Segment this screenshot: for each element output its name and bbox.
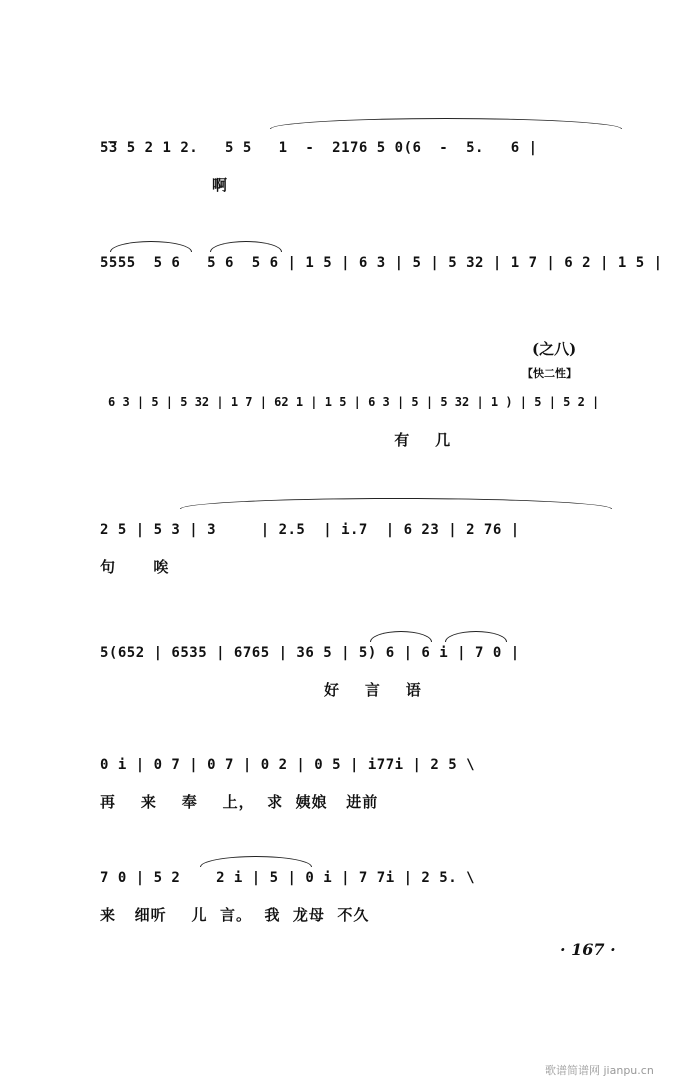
lyric-line: 句 唉 [100,558,170,576]
tempo-mark: 【快二性】 [522,367,577,380]
watermark: 歌谱简谱网 jianpu.cn [545,1064,654,1077]
lyric-line: 好 言 语 [100,681,422,699]
page-number: · 167 · [560,940,616,959]
slur [370,631,432,642]
slur [110,241,192,252]
slur [180,498,612,509]
notation-line: 5(652 | 6535 | 6765 | 36 5 | 5) 6 | 6 i | 7 0 | [100,645,520,661]
notation-line: 0 i | 0 7 | 0 7 | 0 2 | 0 5 | i77i | 2 5 \ [100,757,476,773]
notation-line: 6 3 | 5 | 5 32 | 1 7 | 62 1 | 1 5 | 6 3 | 5 | 5 32 | 1 ) | 5 | 5 2 | [108,395,600,409]
notation-line: 5555 5 6 5 6 5 6 | 1 5 | 6 3 | 5 | 5 32 | 1 7 | 6 2 | 1 5 | [100,255,663,271]
section-heading: (之八) [532,340,577,358]
notation-line: 2 5 | 5 3 | 3 | 2.5 | i.7 | 6 23 | 2 76 | [100,522,520,538]
notation-line: 7 0 | 5 2 2 i | 5 | 0 i | 7 7i | 2 5. \ [100,870,476,886]
notation-line: 5̅3 5 2 1 2. 5 5 1 - 2176 5 0(6 - 5. 6 | [100,140,538,156]
slur [445,631,507,642]
lyric-line: 有 几 [108,431,452,449]
slur [200,856,312,867]
lyric-line: 再 来 奉 上， 求 姨娘 进前 [100,793,379,811]
slur [270,118,622,129]
slur [210,241,282,252]
lyric-line: 啊 [100,176,228,194]
lyric-line: 来 细听 儿 言。 我 龙母 不久 [100,906,370,924]
